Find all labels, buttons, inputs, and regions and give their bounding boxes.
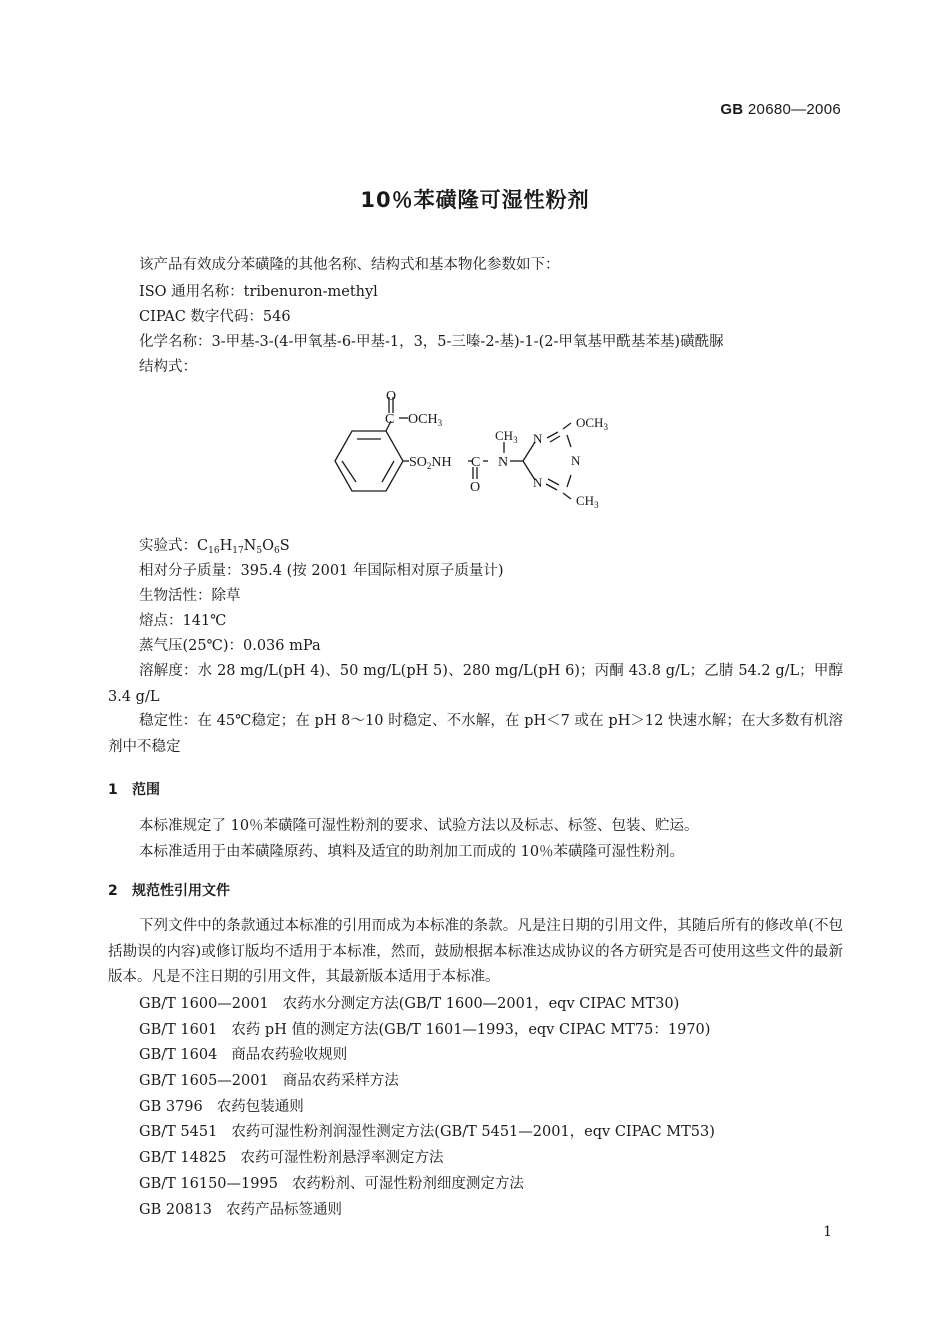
reference-item: GB/T 14825 农药可湿性粉剂悬浮率测定方法 <box>139 1150 444 1167</box>
empirical-formula: 实验式：$C_{16}H_{17}N_5O_6S$ <box>139 538 290 556</box>
ester-carbon: C <box>385 412 395 427</box>
bio-activity: 生物活性：除草 <box>139 588 241 604</box>
section-1-heading: 1 范围 <box>108 782 160 798</box>
ring-nitrogen-1: N <box>533 431 543 446</box>
urea-oxygen: O <box>470 480 481 495</box>
molecular-mass: 相对分子质量：395.4 (按 2001 年国际相对原子质量计) <box>139 563 504 579</box>
standard-number <box>720 101 841 118</box>
reference-item: GB 3796 农药包装通则 <box>139 1098 304 1115</box>
ester-methoxy: $OCH_3$ <box>408 412 443 428</box>
section-2-heading: 2 规范性引用文件 <box>108 883 230 899</box>
normative-reference-list <box>139 994 715 1225</box>
sulfonyl-group: $SO_2NH$ <box>409 455 452 471</box>
reference-item: GB/T 1604 商品农药验收规则 <box>139 1047 348 1064</box>
structural-formula <box>330 383 630 513</box>
ester-oxygen: O <box>386 389 397 404</box>
structure-label: 结构式： <box>139 359 197 375</box>
vapor-pressure: 蒸气压(25℃)：0.036 mPa <box>139 638 321 654</box>
stability: 稳定性：在 45℃稳定；在 pH 8～10 时稳定、不水解，在 pH＜7 或在 pH＞12 快速水解；在大多数有机溶剂中不稳定 <box>108 713 843 755</box>
standard-prefix: GB <box>720 101 744 118</box>
urea-nitrogen: N <box>498 455 509 470</box>
intro-lead: 该产品有效成分苯磺隆的其他名称、结构式和基本物化参数如下： <box>139 257 560 273</box>
benzene-ring <box>335 431 403 491</box>
standard-code: 20680—2006 <box>747 101 841 118</box>
iso-name: ISO 通用名称：tribenuron-methyl <box>139 284 378 300</box>
reference-item: GB/T 16150—1995 农药粉剂、可湿性粉剂细度测定方法 <box>139 1175 524 1192</box>
n-methyl: $CH_3$ <box>495 428 518 445</box>
urea-carbon: C <box>471 455 481 470</box>
solubility: 溶解度：水 28 mg/L(pH 4)、50 mg/L(pH 5)、280 mg/L(pH 6)；丙酮 43.8 g/L；乙腈 54.2 g/L；甲醇 3.4 g/L <box>108 663 843 705</box>
page-number: 1 <box>823 1224 832 1240</box>
section-1-paragraph-2: 本标准适用于由苯磺隆原药、填料及适宜的助剂加工而成的 10％苯磺隆可湿性粉剂。 <box>139 844 685 860</box>
reference-item: GB/T 1600—2001 农药水分测定方法(GB/T 1600—2001，eqv CIPAC MT30) <box>139 996 680 1012</box>
document-title: 10％苯磺隆可湿性粉剂 <box>360 188 590 212</box>
reference-item: GB/T 1605—2001 商品农药采样方法 <box>139 1073 399 1090</box>
ring-nitrogen-2: N <box>571 453 581 468</box>
reference-item: GB 20813 农药产品标签通则 <box>139 1201 342 1218</box>
section-2-intro: 下列文件中的条款通过本标准的引用而成为本标准的条款。凡是注日期的引用文件，其随后所有的修改单(不包括勘误的内容)或修订版均不适用于本标准，然而，鼓励根据本标准达成协议的各方研究是否可使用这些文件的最新版本。凡是不注日期的引用文件，其最新版本适用于本标准。 <box>108 918 843 985</box>
section-1-paragraph-1: 本标准规定了 10％苯磺隆可湿性粉剂的要求、试验方法以及标志、标签、包装、贮运。 <box>139 818 699 834</box>
ring-methoxy: $OCH_3$ <box>576 415 608 432</box>
reference-item: GB/T 1601 农药 pH 值的测定方法(GB/T 1601—1993，eqv CIPAC MT75：1970) <box>139 1021 711 1038</box>
melting-point: 熔点：141℃ <box>139 613 227 629</box>
ring-nitrogen-3: N <box>533 475 543 490</box>
cipac-code: CIPAC 数字代码：546 <box>139 309 291 325</box>
chemical-name: 化学名称：3-甲基-3-(4-甲氧基-6-甲基-1，3，5-三嗪-2-基)-1-(2-甲氧基甲酰基苯基)磺酰脲 <box>139 334 724 350</box>
ring-methyl: $CH_3$ <box>576 493 599 510</box>
reference-item: GB/T 5451 农药可湿性粉剂润湿性测定方法(GB/T 5451—2001，eqv CIPAC MT53) <box>139 1124 715 1141</box>
